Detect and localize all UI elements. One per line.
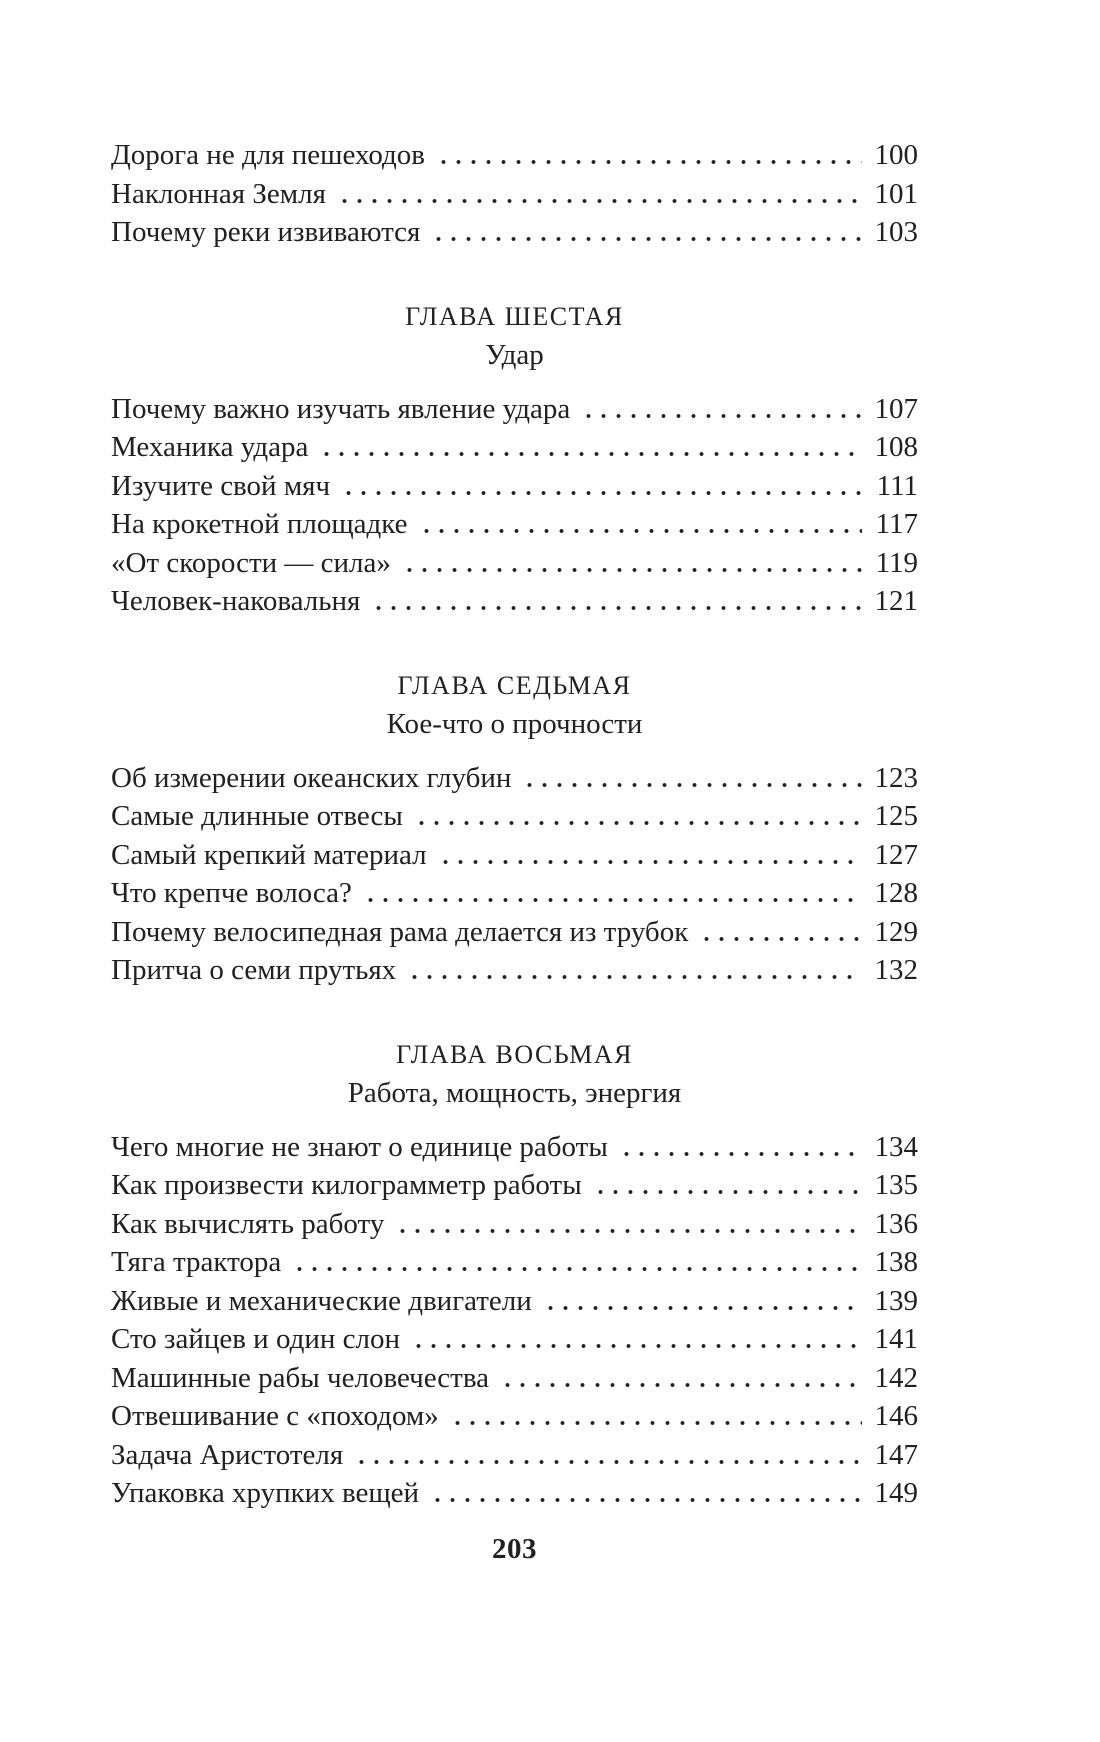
toc-entry-title: Тяга трактора — [111, 1246, 282, 1278]
dot-leader — [450, 1421, 862, 1425]
toc-section — [111, 136, 918, 252]
dot-leader — [419, 529, 862, 533]
toc-entry — [111, 213, 918, 252]
dot-leader — [431, 237, 862, 241]
toc-entry-title: Как произвести килограмметр работы — [111, 1169, 582, 1201]
dot-leader — [414, 821, 862, 825]
chapter-heading: ГЛАВА СЕДЬМАЯ — [397, 670, 632, 700]
chapter-heading: ГЛАВА ШЕСТАЯ — [405, 301, 624, 331]
toc-entry-page-number: 128 — [874, 877, 918, 909]
toc-entry-title: Наклонная Земля — [111, 177, 326, 210]
toc-entry — [111, 467, 918, 506]
chapter-header — [111, 298, 918, 374]
toc-entry-page-number: 136 — [874, 1207, 918, 1240]
dot-leader — [292, 1267, 862, 1271]
table-of-contents — [111, 136, 918, 1566]
chapter-header — [111, 1036, 918, 1112]
toc-entry — [111, 913, 918, 952]
chapter-subtitle: Работа, мощность, энергия — [347, 1076, 682, 1109]
toc-entry-title: Почему велосипедная рама делается из трубок — [111, 915, 689, 948]
toc-entry-title: Сто зайцев и один слон — [111, 1323, 401, 1355]
toc-entry — [111, 1166, 918, 1205]
chapter-subtitle: Удар — [485, 338, 544, 371]
toc-entry — [111, 1128, 918, 1167]
toc-entry-page-number: 101 — [874, 177, 918, 210]
toc-entry-title: «От скорости — сила» — [111, 546, 391, 579]
toc-entry — [111, 951, 918, 990]
toc-entry-title: Самые длинные отвесы — [111, 800, 403, 832]
toc-entry — [111, 1397, 918, 1436]
toc-entry — [111, 544, 918, 583]
dot-leader — [402, 568, 862, 572]
toc-entry-page-number: 117 — [875, 508, 918, 540]
dot-leader — [522, 783, 862, 787]
dot-leader — [438, 860, 862, 864]
toc-entry-list — [111, 759, 918, 990]
toc-entry-page-number: 119 — [875, 546, 918, 579]
toc-entry-title: Человек-наковальня — [111, 585, 361, 617]
dot-leader — [363, 898, 862, 902]
toc-entry-title: Изучите свой мяч — [111, 469, 331, 502]
toc-entry-list — [111, 136, 918, 252]
toc-entry-title: Об измерении океанских глубин — [111, 761, 512, 794]
toc-entry-title: Притча о семи прутьях — [111, 954, 397, 986]
page-folio: 203 — [492, 1532, 537, 1565]
toc-entry-title: Что крепче волоса? — [111, 877, 352, 909]
chapter-subtitle: Кое-что о прочности — [386, 707, 643, 740]
toc-entry-title: Чего многие не знают о единице работы — [111, 1130, 608, 1163]
toc-entry-page-number: 100 — [874, 139, 918, 171]
toc-entry-page-number: 123 — [874, 761, 918, 794]
toc-entry — [111, 759, 918, 798]
toc-entry-page-number: 134 — [874, 1130, 918, 1163]
toc-entry-page-number: 139 — [874, 1284, 918, 1317]
toc-entry — [111, 1243, 918, 1282]
toc-entry — [111, 1359, 918, 1398]
toc-entry — [111, 175, 918, 214]
toc-entry — [111, 136, 918, 175]
dot-leader — [619, 1152, 862, 1156]
toc-entry-title: Как вычислять работу — [111, 1207, 385, 1240]
toc-entry-list — [111, 390, 918, 621]
toc-entry-title: Почему важно изучать явление удара — [111, 392, 571, 425]
toc-entry — [111, 797, 918, 836]
toc-entry-page-number: 127 — [874, 838, 918, 871]
toc-entry-page-number: 147 — [874, 1438, 918, 1471]
toc-entry-title: Почему реки извиваются — [111, 216, 421, 248]
toc-entry-page-number: 125 — [874, 800, 918, 832]
toc-entry-title: Отвешивание с «походом» — [111, 1400, 439, 1432]
toc-entry-page-number: 132 — [874, 954, 918, 986]
toc-entry — [111, 1282, 918, 1321]
toc-entry — [111, 874, 918, 913]
dot-leader — [407, 975, 862, 979]
toc-entry-title: Механика удара — [111, 431, 309, 463]
dot-leader — [436, 160, 862, 164]
toc-entry-page-number: 149 — [874, 1477, 918, 1509]
toc-entry-title: На крокетной площадке — [111, 508, 408, 540]
toc-entry — [111, 1320, 918, 1359]
dot-leader — [395, 1229, 862, 1233]
toc-section — [111, 298, 918, 621]
dot-leader — [337, 199, 862, 203]
dot-leader — [341, 491, 862, 495]
toc-entry — [111, 505, 918, 544]
toc-entry — [111, 1474, 918, 1513]
toc-entry-page-number: 138 — [874, 1246, 918, 1278]
toc-entry-page-number: 135 — [874, 1169, 918, 1201]
dot-leader — [319, 452, 862, 456]
toc-entry-title: Дорога не для пешеходов — [111, 139, 425, 171]
toc-entry-page-number: 107 — [874, 392, 918, 425]
dot-leader — [581, 414, 862, 418]
toc-entry-title: Живые и механические двигатели — [111, 1284, 532, 1317]
dot-leader — [371, 606, 862, 610]
toc-entry-title: Упаковка хрупких вещей — [111, 1477, 420, 1509]
toc-entry — [111, 582, 918, 621]
toc-entry-page-number: 141 — [874, 1323, 918, 1355]
chapter-header — [111, 667, 918, 743]
toc-entry-title: Самый крепкий материал — [111, 838, 427, 871]
toc-entry-page-number: 103 — [874, 216, 918, 248]
toc-entry — [111, 836, 918, 875]
toc-entry-title: Машинные рабы человечества — [111, 1361, 490, 1394]
dot-leader — [500, 1383, 862, 1387]
toc-entry-page-number: 129 — [874, 915, 918, 948]
dot-leader — [699, 937, 862, 941]
toc-entry — [111, 428, 918, 467]
toc-entry-title: Задача Аристотеля — [111, 1438, 344, 1471]
dot-leader — [430, 1498, 862, 1502]
toc-entry-page-number: 121 — [874, 585, 918, 617]
dot-leader — [543, 1306, 862, 1310]
toc-section — [111, 667, 918, 990]
toc-entry-list — [111, 1128, 918, 1513]
dot-leader — [354, 1460, 862, 1464]
toc-section — [111, 1036, 918, 1513]
toc-entry — [111, 1205, 918, 1244]
dot-leader — [593, 1190, 862, 1194]
toc-entry — [111, 1436, 918, 1475]
dot-leader — [411, 1344, 862, 1348]
toc-entry-page-number: 111 — [876, 469, 918, 502]
toc-entry-page-number: 142 — [874, 1361, 918, 1394]
toc-entry-page-number: 108 — [874, 431, 918, 463]
chapter-heading: ГЛАВА ВОСЬМАЯ — [396, 1039, 633, 1069]
toc-entry — [111, 390, 918, 429]
toc-entry-page-number: 146 — [874, 1400, 918, 1432]
